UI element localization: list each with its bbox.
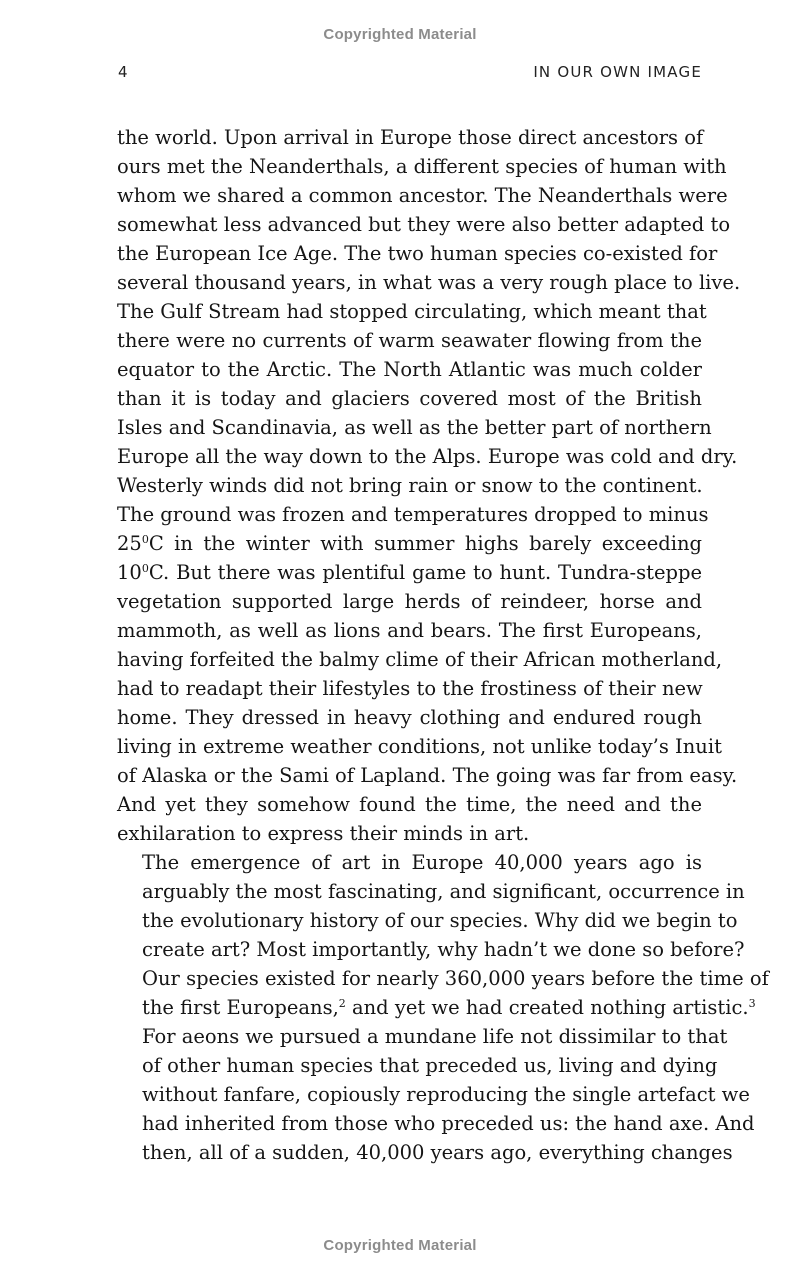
text-line: Our species existed for nearly 360,000 years before the time of — [142, 967, 769, 990]
text-line: had inherited from those who preceded us: the hand axe. And — [142, 1112, 755, 1135]
body-text — [117, 123, 769, 1167]
degree-mark: 0 — [141, 533, 149, 546]
text-line: The ground was frozen and temperatures dropped to minus — [117, 503, 709, 526]
text-line: the evolutionary history of our species. Why did we begin to — [142, 909, 738, 932]
paragraph-1 — [117, 123, 741, 848]
paragraph-2 — [117, 848, 769, 1167]
text-line: For aeons we pursued a mundane life not dissimilar to that — [142, 1025, 728, 1048]
watermark-top: Copyrighted Material — [323, 26, 477, 43]
text-line: Isles and Scandinavia, as well as the better part of northern — [117, 416, 712, 439]
text-line: ours met the Neanderthals, a different species of human with — [117, 155, 727, 178]
text-line: the world. Upon arrival in Europe those direct ancestors of — [117, 126, 704, 149]
book-title: IN OUR OWN IMAGE — [533, 63, 702, 81]
watermark-bottom: Copyrighted Material — [323, 1237, 477, 1254]
text-line: living in extreme weather conditions, not unlike today’s Inuit — [117, 735, 722, 758]
text-line: of Alaska or the Sami of Lapland. The going was far from easy. — [117, 764, 738, 787]
text-line: The emergence of art in Europe 40,000 years ago is — [142, 851, 702, 874]
footnote-text-2: and yet we had created nothing artistic. — [345, 996, 749, 1019]
page-number: 4 — [118, 63, 129, 81]
text-line: without fanfare, copiously reproducing the single artefact we — [142, 1083, 750, 1106]
text-line-temperature — [117, 529, 702, 558]
text-line: vegetation supported large herds of reindeer, horse and — [117, 590, 702, 613]
text-line: somewhat less advanced but they were also better adapted to — [117, 213, 731, 236]
text-line: create art? Most importantly, why hadn’t we done so before? — [142, 938, 745, 961]
degree-mark: 0 — [141, 562, 149, 575]
footnote-ref-2: 2 — [338, 997, 346, 1010]
text-line: exhilaration to express their minds in art. — [117, 822, 530, 845]
text-line: Westerly winds did not bring rain or snow to the continent. — [117, 474, 703, 497]
temp-value: 25 — [117, 532, 142, 555]
text-line: had to readapt their lifestyles to the frostiness of their new — [117, 677, 703, 700]
text-line: of other human species that preceded us, living and dying — [142, 1054, 718, 1077]
text-line: And yet they somehow found the time, the need and the — [117, 793, 702, 816]
text-line: equator to the Arctic. The North Atlantic was much colder — [117, 358, 702, 381]
text-line: arguably the most fascinating, and significant, occurrence in — [142, 880, 745, 903]
text-line: there were no currents of warm seawater flowing from the — [117, 329, 702, 352]
text-line-temperature — [117, 558, 702, 587]
text-line: home. They dressed in heavy clothing and endured rough — [117, 706, 702, 729]
text-line: several thousand years, in what was a very rough place to live. — [117, 271, 741, 294]
text-line: mammoth, as well as lions and bears. The first Europeans, — [117, 619, 702, 642]
text-line: the European Ice Age. The two human species co-existed for — [117, 242, 718, 265]
running-head — [118, 63, 702, 85]
text-line: then, all of a sudden, 40,000 years ago, everything changes — [142, 1141, 733, 1164]
text-line: whom we shared a common ancestor. The Neanderthals were — [117, 184, 728, 207]
temp-rest: C in the winter with summer highs barely exceeding — [148, 532, 702, 555]
text-line: than it is today and glaciers covered most of the British — [117, 387, 702, 410]
text-line: The Gulf Stream had stopped circulating, which meant that — [117, 300, 707, 323]
text-line-footnotes — [117, 993, 756, 1022]
temp-rest: C. But there was plentiful game to hunt. Tundra-steppe — [148, 561, 702, 584]
temp-value: 10 — [117, 561, 142, 584]
text-line: having forfeited the balmy clime of their African motherland, — [117, 648, 723, 671]
text-line: Europe all the way down to the Alps. Europe was cold and dry. — [117, 445, 738, 468]
footnote-text-1: the first Europeans, — [142, 996, 339, 1019]
footnote-ref-3: 3 — [748, 997, 756, 1010]
